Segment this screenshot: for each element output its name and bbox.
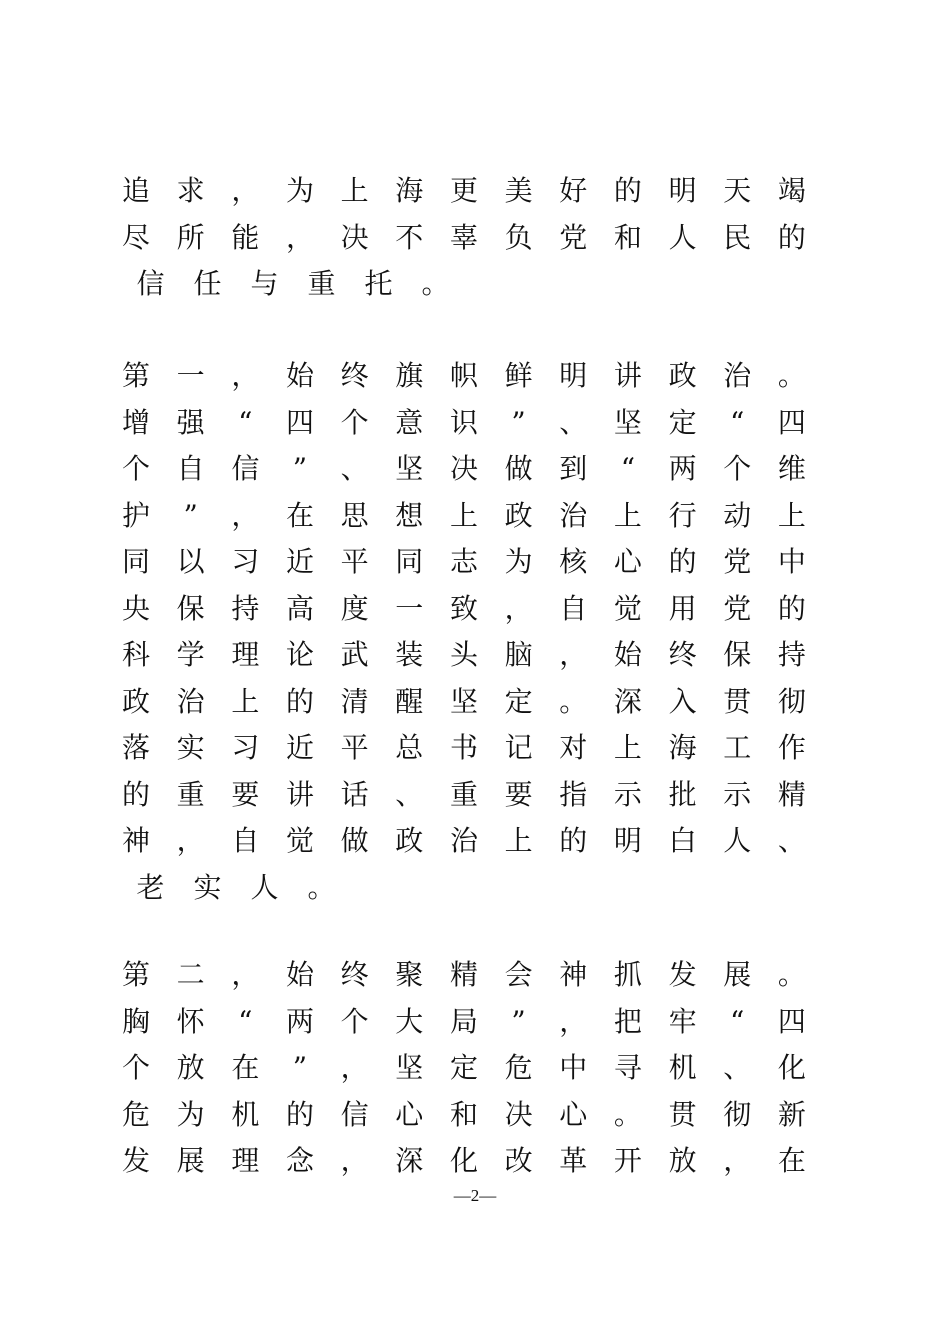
text-line: 央 保 持 高 度 一 致 ， 自 觉 用 党 的 [122, 591, 806, 625]
text-line: 神 ， 自 觉 做 政 治 上 的 明 白 人 、 [122, 824, 806, 857]
page-number: —2— [453, 1186, 497, 1205]
text-line: 的 重 要 讲 话 、 重 要 指 示 批 示 精 [122, 777, 806, 811]
text-line: 科 学 理 论 武 装 头 脑 ， 始 终 保 持 [122, 638, 806, 671]
text-line: 胸 怀 “ 两 个 大 局 ” ， 把 牢 “ 四 [122, 1004, 806, 1038]
text-line: 护 ” ， 在 思 想 上 政 治 上 行 动 上 [122, 498, 806, 532]
text-line: 尽 所 能 ， 决 不 辜 负 党 和 人 民 的 [122, 220, 806, 254]
text-line: 政 治 上 的 清 醒 坚 定 。 深 入 贯 彻 [122, 684, 806, 718]
paragraph-second [122, 952, 812, 1185]
text-line: 追 求 ， 为 上 海 更 美 好 的 明 天 竭 [122, 174, 806, 207]
text-line: 个 自 信 ” 、 坚 决 做 到 “ 两 个 维 [122, 452, 806, 485]
text-line: 信 任 与 重 托 。 [136, 267, 450, 300]
text-line: 老 实 人 。 [136, 870, 336, 904]
paragraph-first [122, 353, 812, 911]
text-line: 第 二 ， 始 终 聚 精 会 神 抓 发 展 。 [122, 958, 806, 991]
text-line: 落 实 习 近 平 总 书 记 对 上 海 工 作 [122, 731, 806, 764]
paragraph-intro [122, 168, 812, 308]
text-line: 第 一 ， 始 终 旗 帜 鲜 明 讲 政 治 。 [122, 359, 806, 392]
text-line: 同 以 习 近 平 同 志 为 核 心 的 党 中 [122, 545, 806, 578]
text-line: 发 展 理 念 ， 深 化 改 革 开 放 ， 在 [122, 1144, 806, 1177]
text-line: 增 强 “ 四 个 意 识 ” 、 坚 定 “ 四 [122, 405, 806, 439]
text-line: 危 为 机 的 信 心 和 决 心 。 贯 彻 新 [122, 1097, 806, 1131]
text-line: 个 放 在 ” ， 坚 定 危 中 寻 机 、 化 [122, 1051, 806, 1084]
